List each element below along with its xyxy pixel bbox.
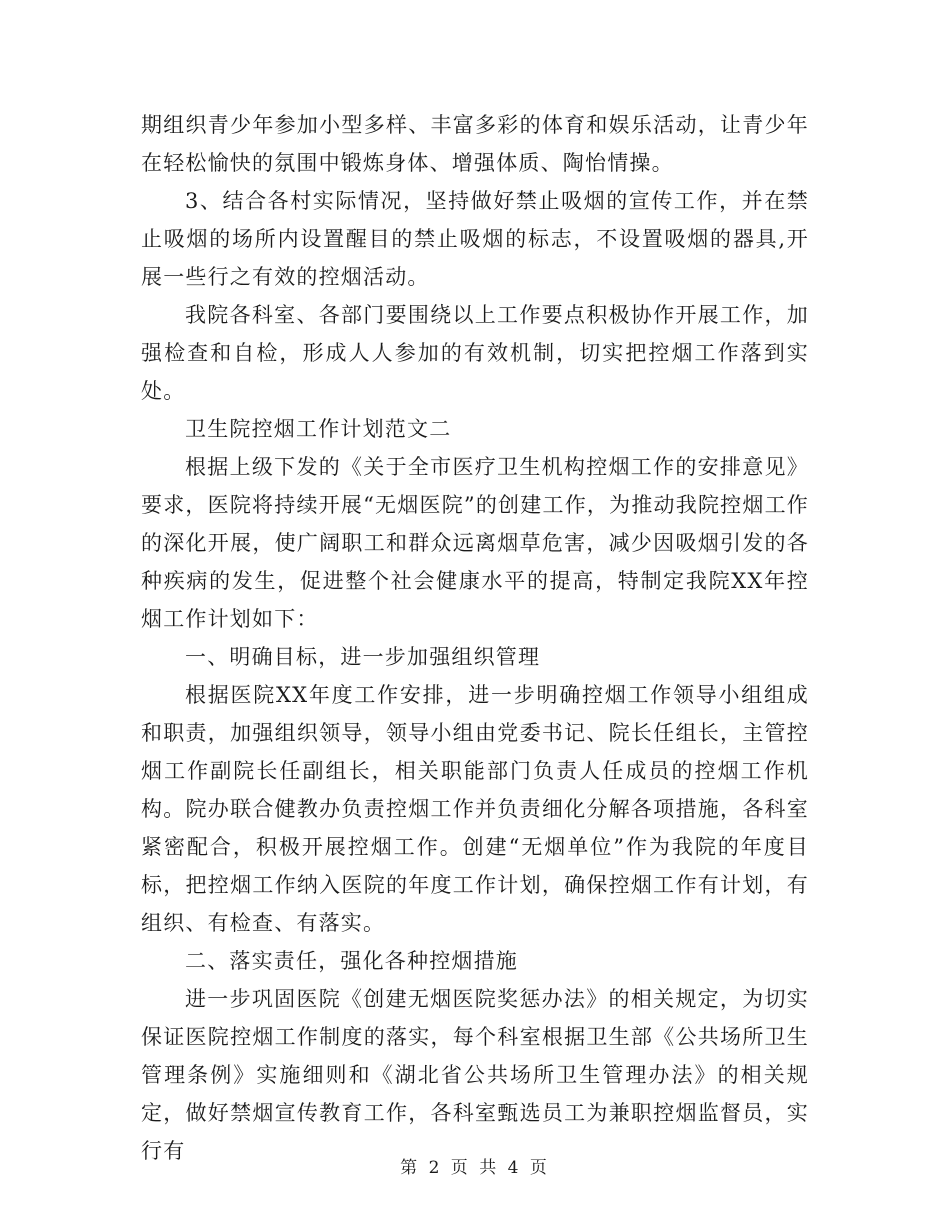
paragraph-no-smoking-signs: 3、结合各村实际情况，坚持做好禁止吸烟的宣传工作，并在禁止吸烟的场所内设置醒目的禁止吸烟的标志，不设置吸烟的器具,开展一些行之有效的控烟活动。 [141, 189, 809, 289]
document-body [141, 106, 809, 1170]
paragraph-plan-intro: 根据上级下发的《关于全市医疗卫生机构控烟工作的安排意见》要求，医院将持续开展“无烟医院”的创建工作，为推动我院控烟工作的深化开展，使广阔职工和群众远离烟草危害，减少因吸烟引发的各种疾病的发生，促进整个社会健康水平的提高，特制定我院XX年控烟工作计划如下： [141, 455, 809, 631]
heading-clear-goals: 一、明确目标，进一步加强组织管理 [185, 645, 541, 669]
section-title-sample-two: 卫生院控烟工作计划范文二 [185, 417, 452, 441]
paragraph-measures: 进一步巩固医院《创建无烟医院奖惩办法》的相关规定，为切实保证医院控烟工作制度的落实，每个科室根据卫生部《公共场所卫生管理条例》实施细则和《湖北省公共场所卫生管理办法》的相关规定，做好禁烟宣传教育工作，各科室甄选员工为兼职控烟监督员，实行有 [141, 987, 809, 1163]
paragraph-organization: 根据医院XX年度工作安排，进一步明确控烟工作领导小组组成和职责，加强组织领导，领导小组由党委书记、院长任组长，主管控烟工作副院长任副组长，相关职能部门负责人任成员的控烟工作机构。院办联合健教办负责控烟工作并负责细化分解各项措施，各科室紧密配合，积极开展控烟工作。创建“无烟单位”作为我院的年度目标，把控烟工作纳入医院的年度工作计划，确保控烟工作有计划，有组织、有检查、有落实。 [141, 683, 809, 935]
heading-implement-responsibility: 二、落实责任，强化各种控烟措施 [185, 949, 518, 973]
paragraph-activities: 期组织青少年参加小型多样、丰富多彩的体育和娱乐活动，让青少年在轻松愉快的氛围中锻炼身体、增强体质、陶怡情操。 [141, 113, 809, 175]
page-number-footer: 第 2 页 共 4 页 [400, 1158, 550, 1178]
paragraph-departments-cooperation: 我院各科室、各部门要围绕以上工作要点积极协作开展工作，加强检查和自检，形成人人参加的有效机制，切实把控烟工作落到实处。 [141, 303, 809, 403]
